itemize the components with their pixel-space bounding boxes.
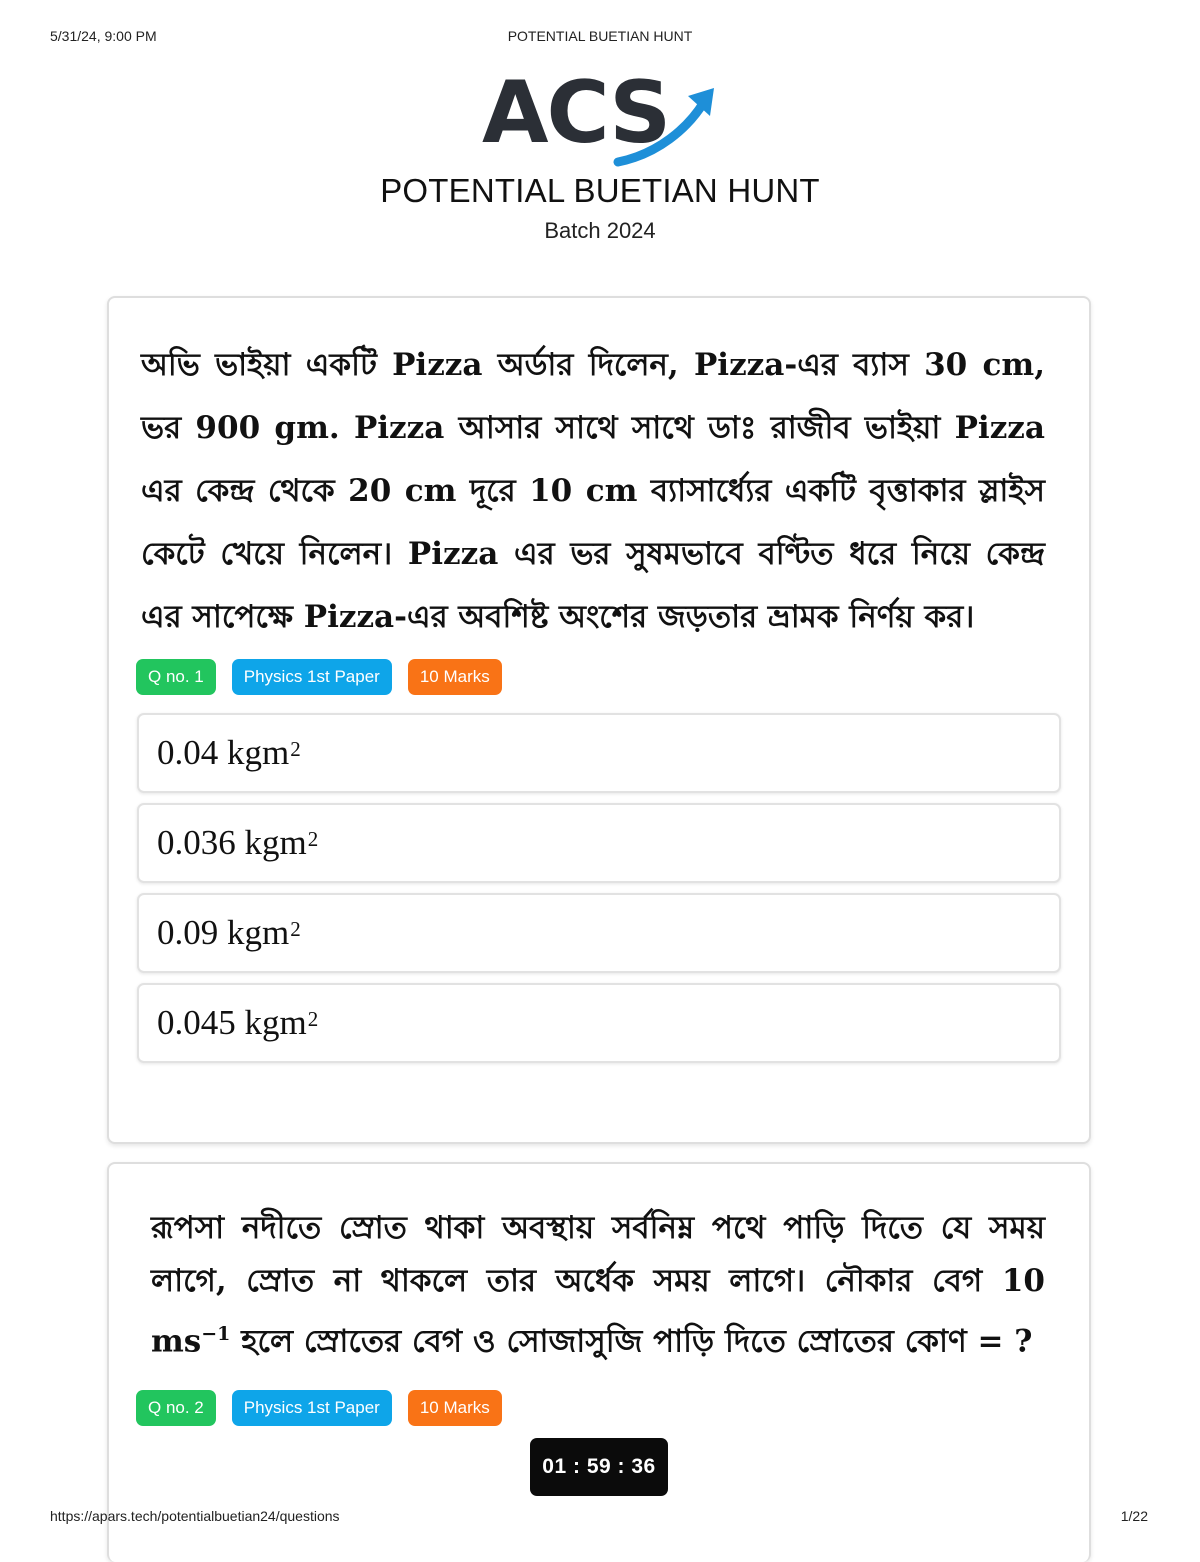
logo-text: ACS [482, 66, 670, 163]
marks-badge: 10 Marks [408, 1390, 502, 1426]
option-value: 0.036 kgm [157, 823, 307, 862]
subject-badge: Physics 1st Paper [232, 659, 392, 695]
option-exponent: 2 [307, 826, 319, 851]
question-card [107, 296, 1091, 1144]
answer-option-d[interactable] [137, 983, 1061, 1063]
option-value: 0.04 kgm [157, 733, 290, 772]
marks-badge: 10 Marks [408, 659, 502, 695]
page-title: POTENTIAL BUETIAN HUNT [380, 172, 820, 209]
print-datetime: 5/31/24, 9:00 PM [50, 28, 157, 44]
question-text-exponent: −1 [201, 1323, 231, 1345]
option-exponent: 2 [307, 1006, 319, 1031]
option-value: 0.045 kgm [157, 1003, 307, 1042]
countdown-timer: 01 : 59 : 36 [530, 1438, 668, 1496]
print-footer [0, 1508, 1200, 1528]
option-exponent: 2 [290, 916, 301, 941]
page-number: 1/22 [1120, 1508, 1148, 1524]
question-text-main: রূপসা নদীতে স্রোত থাকা অবস্থায় সর্বনিম্ন পথে পাড়ি দিতে যে সময় লাগে, স্রোত না থাকলে তার অর্ধেক সময় লাগে। নৌকার বেগ 10 ms [151, 1210, 1045, 1360]
acs-logo [478, 66, 728, 170]
question-card [107, 1162, 1091, 1562]
question-text [151, 1202, 1045, 1368]
question-tags [136, 659, 1089, 695]
answer-option-b[interactable] [137, 803, 1061, 883]
option-value: 0.09 kgm [157, 913, 290, 952]
batch-subtitle: Batch 2024 [544, 218, 656, 243]
print-title: POTENTIAL BUETIAN HUNT [507, 28, 693, 44]
question-number-badge: Q no. 2 [136, 1390, 216, 1426]
question-tags [136, 1390, 1089, 1426]
answer-option-a[interactable] [137, 713, 1061, 793]
answer-options [137, 713, 1061, 1063]
answer-option-c[interactable] [137, 893, 1061, 973]
print-header [0, 28, 1200, 48]
question-text: অভি ভাইয়া একটি Pizza অর্ডার দিলেন, Pizza-এর ব্যাস 30 cm, ভর 900 gm. Pizza আসার সাথে সাথে ডাঃ রাজীব ভাইয়া Pizza এর কেন্দ্র থেকে 20 cm দূরে 10 cm ব্যাসার্ধ্যের একটি বৃত্তাকার স্লাইস কেটে খেয়ে নিলেন। Pizza এর ভর সুষমভাবে বণ্টিত ধরে নিয়ে কেন্দ্র এর সাপেক্ষে Pizza-এর অবশিষ্ট অংশের জড়তার ভ্রামক নির্ণয় কর। [141, 347, 1045, 635]
question-number-badge: Q no. 1 [136, 659, 216, 695]
option-exponent: 2 [290, 736, 301, 761]
page-url: https://apars.tech/potentialbuetian24/questions [50, 1508, 340, 1524]
subject-badge: Physics 1st Paper [232, 1390, 392, 1426]
question-text-rest: হলে স্রোতের বেগ ও সোজাসুজি পাড়ি দিতে স্রোতের কোণ = ? [230, 1323, 1033, 1360]
